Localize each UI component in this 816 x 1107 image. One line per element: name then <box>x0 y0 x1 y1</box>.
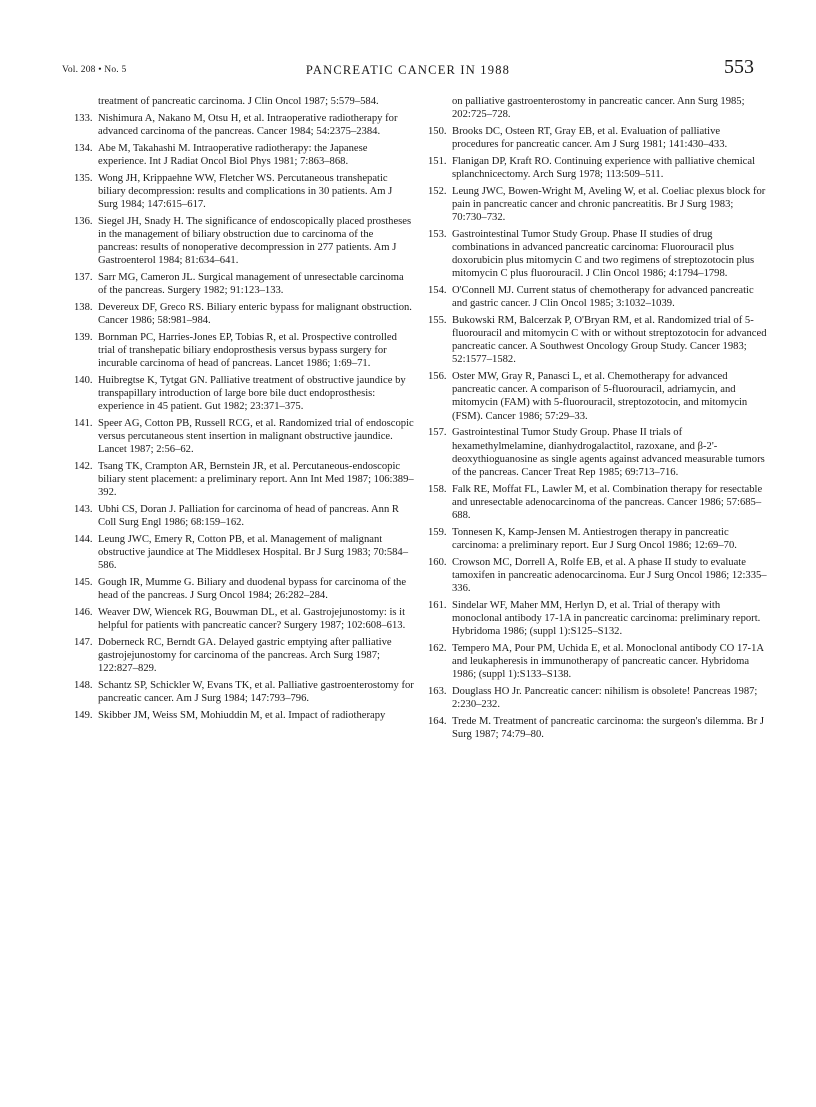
reference-text: Oster MW, Gray R, Panasci L, et al. Chemotherapy for advanced pancreatic cancer. A comparison of 5-fluorouracil, adriamycin, and mitomycin (FAM) with 5-fluorouracil, streptozotocin, and mitomycin (FSM). Cancer 1986; 57:29–33. <box>452 371 748 422</box>
reference-number: 146. <box>74 606 93 618</box>
reference-text: Bornman PC, Harries-Jones EP, Tobias R, et al. Prospective controlled trial of transhepatic biliary endoprosthesis versus bypass surgery for incurable carcinoma of head of pancreas. Lancet 1986; 1:69–71. <box>98 331 397 369</box>
reference-text: Tsang TK, Crampton AR, Bernstein JR, et al. Percutaneous-endoscopic biliary stent placement: a preliminary report. Ann Int Med 1987; 106:389–392. <box>98 460 414 499</box>
reference-text: Gastrointestinal Tumor Study Group. Phase II trials of hexamethylmelamine, dianhydrogalactitol, razoxane, and β-2'-deoxythioguanosine as single agents against advanced measurable tumors of the pancreas. Cancer Treat Rep 1985; 69:713–716. <box>452 427 765 478</box>
reference-text: Speer AG, Cotton PB, Russell RCG, et al. Randomized trial of endoscopic versus percutaneous stent insertion in malignant obstructive jaundice. Lancet 1987; 2:56–62. <box>98 417 414 456</box>
reference-number: 147. <box>74 636 93 648</box>
reference-text: treatment of pancreatic carcinoma. J Clin Oncol 1987; 5:579–584. <box>98 96 379 107</box>
reference-text: Falk RE, Moffat FL, Lawler M, et al. Combination therapy for resectable and unresectable adenocarcinoma of the pancreas. Cancer 1986; 57:685–688. <box>452 483 763 521</box>
reference-text: Skibber JM, Weiss SM, Mohiuddin M, et al. Impact of radiotherapy <box>98 709 386 721</box>
reference-item <box>76 301 414 327</box>
reference-text: Huibregtse K, Tytgat GN. Palliative treatment of obstructive jaundice by transpapillary introduction of large bore bile duct endoprosthesis: experience in 45 patient. Gut 1982; 23:371–375. <box>98 374 406 413</box>
reference-text: Sindelar WF, Maher MM, Herlyn D, et al. Trial of therapy with monoclonal antibody 17-1A in pancreatic carcinoma: preliminary report. Hybridoma 1986; (suppl 1):S125–S132. <box>452 599 761 637</box>
page-number: 553 <box>724 56 754 78</box>
reference-number: 145. <box>74 576 93 588</box>
reference-item <box>430 685 768 711</box>
reference-number: 157. <box>428 427 447 439</box>
reference-number: 154. <box>428 285 447 296</box>
reference-text: Siegel JH, Snady H. The significance of endoscopically placed prostheses in the management of biliary obstruction due to carcinoma of the pancreas: results of nonoperative decompression in 277 patients. Am J Gastroenterol 1984; 81:634–641. <box>98 215 412 267</box>
reference-text: Schantz SP, Schickler W, Evans TK, et al. Palliative gastroenterostomy for pancreatic cancer. Am J Surg 1984; 147:793–796. <box>98 679 414 704</box>
references-left-column <box>76 95 414 725</box>
reference-number: 149. <box>74 709 93 721</box>
reference-number: 134. <box>74 142 93 154</box>
reference-text: Wong JH, Krippaehne WW, Fletcher WS. Percutaneous transhepatic biliary decompression: results and complications in 30 patients. Am J Surg 1984; 147:615–617. <box>98 172 393 210</box>
reference-number: 150. <box>428 125 447 137</box>
reference-number: 161. <box>428 599 447 611</box>
reference-number: 159. <box>428 526 447 538</box>
reference-text: Leung JWC, Bowen-Wright M, Aveling W, et al. Coeliac plexus block for pain in pancreatic cancer and chronic pancreatitis. Br J Surg 1983; 70:730–732. <box>452 185 766 224</box>
reference-item <box>430 526 768 552</box>
reference-item <box>76 503 414 529</box>
reference-number: 163. <box>428 685 447 697</box>
reference-item <box>430 426 768 479</box>
reference-item <box>76 709 414 722</box>
volume-issue: Vol. 208 • No. 5 <box>62 65 127 75</box>
reference-item <box>76 636 414 675</box>
reference-number: 136. <box>74 215 93 227</box>
reference-item <box>430 556 768 595</box>
reference-text: Weaver DW, Wiencek RG, Bouwman DL, et al. Gastrojejunostomy: is it helpful for patients with pancreatic cancer? Surgery 1987; 102:608–613. <box>98 606 406 631</box>
reference-item <box>430 125 768 151</box>
reference-item <box>76 679 414 705</box>
reference-number: 137. <box>74 271 93 283</box>
reference-item <box>430 95 768 121</box>
reference-item <box>76 112 414 138</box>
reference-number: 139. <box>74 331 93 343</box>
reference-item <box>76 417 414 456</box>
reference-number: 142. <box>74 460 93 472</box>
reference-number: 152. <box>428 185 447 197</box>
reference-number: 143. <box>74 503 93 515</box>
reference-number: 133. <box>74 112 93 124</box>
reference-text: O'Connell MJ. Current status of chemotherapy for advanced pancreatic and gastric cancer. J Clin Oncol 1985; 3:1032–1039. <box>452 285 754 310</box>
reference-text: Crowson MC, Dorrell A, Rolfe EB, et al. A phase II study to evaluate tamoxifen in pancreatic adenocarcinoma. Eur J Surg Oncol 1986; 12:335–336. <box>452 556 767 594</box>
reference-item <box>76 142 414 168</box>
reference-text: Bukowski RM, Balcerzak P, O'Bryan RM, et al. Randomized trial of 5-fluorouracil and mitomycin C with or without streptozotocin for advanced pancreatic cancer. A Southwest Oncology Group Study. Cancer 1983; 52:1577–1582. <box>452 314 767 366</box>
reference-item <box>76 533 414 572</box>
reference-item <box>76 606 414 632</box>
reference-text: on palliative gastroenterostomy in pancreatic cancer. Ann Surg 1985; 202:725–728. <box>452 96 745 121</box>
reference-number: 153. <box>428 228 447 240</box>
references-right-column <box>430 95 768 745</box>
reference-item <box>76 331 414 370</box>
reference-text: Brooks DC, Osteen RT, Gray EB, et al. Evaluation of palliative procedures for pancreatic cancer. Am J Surg 1981; 141:430–433. <box>452 125 728 151</box>
reference-item <box>76 576 414 602</box>
reference-number: 158. <box>428 483 447 495</box>
reference-text: Leung JWC, Emery R, Cotton PB, et al. Management of malignant obstructive jaundice at The Middlesex Hospital. Br J Surg 1983; 70:584–586. <box>98 533 409 572</box>
reference-item <box>76 172 414 211</box>
reference-number: 151. <box>428 155 447 167</box>
reference-item <box>430 228 768 281</box>
reference-text: Devereux DF, Greco RS. Biliary enteric bypass for malignant obstruction. Cancer 1986; 58:981–984. <box>98 301 412 326</box>
reference-text: Doberneck RC, Berndt GA. Delayed gastric emptying after palliative gastrojejunostomy for carcinoma of the pancreas. Arch Surg 1987; 122:827–829. <box>98 636 392 674</box>
reference-item <box>430 284 768 310</box>
reference-item <box>430 599 768 638</box>
reference-item <box>76 271 414 297</box>
page-header <box>62 56 754 86</box>
reference-item <box>430 370 768 423</box>
reference-item <box>430 155 768 181</box>
reference-number: 144. <box>74 533 93 545</box>
running-title: PANCREATIC CANCER IN 1988 <box>305 63 511 77</box>
reference-item <box>430 642 768 681</box>
reference-text: Trede M. Treatment of pancreatic carcinoma: the surgeon's dilemma. Br J Surg 1987; 74:79–80. <box>452 715 764 740</box>
reference-item <box>430 483 768 522</box>
reference-text: Ubhi CS, Doran J. Palliation for carcinoma of head of pancreas. Ann R Coll Surg Engl 1986; 68:159–162. <box>98 503 399 529</box>
reference-text: Sarr MG, Cameron JL. Surgical management of unresectable carcinoma of the pancreas. Surgery 1982; 91:123–133. <box>98 271 404 296</box>
reference-number: 156. <box>428 371 447 383</box>
reference-text: Tempero MA, Pour PM, Uchida E, et al. Monoclonal antibody CO 17-1A and leukapheresis in immunotherapy of pancreatic cancer. Hybridoma 1986; (suppl 1):S133–S138. <box>452 642 764 680</box>
reference-number: 135. <box>74 172 93 184</box>
reference-number: 138. <box>74 301 93 313</box>
reference-number: 140. <box>74 374 93 386</box>
reference-item <box>430 715 768 741</box>
reference-text: Flanigan DP, Kraft RO. Continuing experience with palliative chemical splanchnicectomy. Arch Surg 1978; 113:509–511. <box>452 155 756 180</box>
reference-number: 155. <box>428 314 447 326</box>
reference-item <box>430 185 768 224</box>
reference-text: Gastrointestinal Tumor Study Group. Phase II studies of drug combinations in advanced pancreatic carcinoma: Fluorouracil plus doxorubicin plus mitomycin C and two regimens of streptozotocin plus mitomycin C plus fluorouracil. J Clin Oncol 1986; 4:1794–1798. <box>452 228 755 280</box>
reference-text: Gough IR, Mumme G. Biliary and duodenal bypass for carcinoma of the head of the pancreas. J Surg Oncol 1984; 26:282–284. <box>98 576 407 602</box>
reference-number: 148. <box>74 679 93 691</box>
reference-text: Tonnesen K, Kamp-Jensen M. Antiestrogen therapy in pancreatic carcinoma: a preliminary report. Eur J Surg Oncol 1986; 12:69–70. <box>452 526 737 551</box>
reference-number: 141. <box>74 417 93 429</box>
reference-text: Abe M, Takahashi M. Intraoperative radiotherapy: the Japanese experience. Int J Radiat Oncol Biol Phys 1981; 7:863–868. <box>98 142 368 167</box>
reference-item <box>76 374 414 413</box>
reference-text: Douglass HO Jr. Pancreatic cancer: nihilism is obsolete! Pancreas 1987; 2:230–232. <box>452 685 758 710</box>
reference-item <box>430 314 768 367</box>
reference-text: Nishimura A, Nakano M, Otsu H, et al. Intraoperative radiotherapy for advanced carcinoma of the pancreas. Cancer 1984; 54:2375–2384. <box>98 112 398 137</box>
reference-item <box>76 95 414 108</box>
reference-item <box>76 460 414 499</box>
reference-item <box>76 215 414 268</box>
reference-number: 160. <box>428 556 447 568</box>
reference-number: 162. <box>428 642 447 654</box>
reference-number: 164. <box>428 715 447 727</box>
